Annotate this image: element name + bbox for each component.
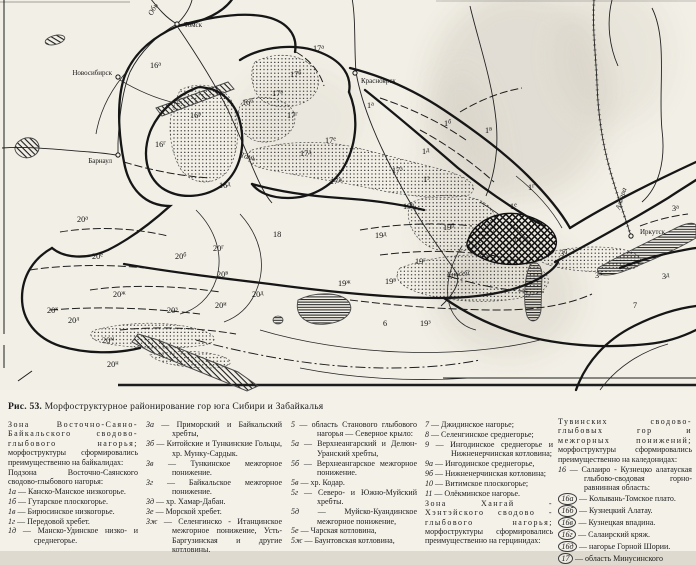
region-label-19д: $19^д$ [375, 230, 387, 240]
legend-zone-name: Зона Восточно-Саяно-Байкальского сводово-глыбового нагорья; [8, 420, 138, 448]
region-label-3д: $3^д$ [662, 271, 670, 281]
legend-column-1 [8, 420, 138, 546]
legend-entry: 16д — нагорье Горной Шории. [558, 541, 692, 552]
region-label-17ж: $17^ж$ [330, 176, 343, 186]
river-label: Ангара [613, 186, 629, 211]
legend-column-3 [291, 420, 417, 546]
region-label-16д: $16^д$ [219, 180, 231, 190]
legend-entry-number: 7 [425, 420, 429, 429]
legend-zone-header [558, 417, 692, 464]
region-label-19в: $19^в$ [385, 276, 397, 286]
region-label-17д: $17^д$ [300, 148, 312, 158]
region-label-1г: $1^г$ [528, 182, 535, 192]
legend-zone-desc: морфоструктуры сформировались преимущественно на герцинидах: [425, 526, 553, 546]
city-label: Томск [184, 21, 203, 29]
region-label-19г: $19^г$ [415, 256, 426, 266]
legend-entry-number: 1д [8, 526, 17, 536]
legend-entry: 3а — Приморский и Байкальский хребты, [146, 420, 282, 439]
legend-entry-number: 9а [425, 459, 433, 469]
legend-entry: 5а — Верхнеангарский и Делюн-Уранский хребты, [291, 439, 417, 458]
legend-entry-number: 5а [291, 439, 299, 449]
legend-entry: 8 — Селенгинское среднегорье; [425, 429, 534, 439]
region-label-19ж: $19^ж$ [338, 278, 351, 288]
city-label: Новосибирск [72, 69, 112, 77]
region-label-20в: $20^в$ [217, 269, 229, 279]
legend-zone-name: Тувинских сводово-глыбовых гор и межгорных понижений; [558, 417, 692, 445]
legend-entry-number: 3в [146, 458, 154, 468]
figure-caption [8, 401, 648, 412]
city-marker [116, 75, 120, 79]
legend-entry-number: 3г [146, 477, 154, 487]
legend-entry: 16а — Колывань-Томское плато. [558, 493, 692, 504]
legend-zone-desc: морфоструктуры сформировались преимущественно на каледонидах: [558, 445, 692, 464]
legend-entry: 5 — область Станового глыбового нагорья — Северное крыло: [291, 420, 417, 439]
legend-entry-number: 3ж [146, 517, 158, 527]
region-label-1з: $1^з$ [423, 174, 430, 184]
legend-entry-number: 9б [425, 469, 434, 479]
legend-entry-number: 16в [558, 517, 576, 528]
legend-entry: 5б — Верхнеангарское межгорное понижение. [291, 458, 417, 478]
legend-entry: 16г — Салаирский кряж. [558, 529, 692, 540]
legend-entry: 16б — Кузнецкий Алатау. [558, 505, 692, 516]
legend-entry: 1б — Гутарское плоскогорье. [8, 496, 108, 506]
region-label-1ж: $1^ж$ [513, 235, 522, 245]
city-marker [116, 153, 120, 157]
legend-entry: 17 — область Минусинского [558, 553, 692, 564]
region-label-2: 2 [479, 250, 484, 259]
city-marker [629, 234, 633, 238]
legend-entry-number: 1г [8, 516, 16, 526]
region-label-20л: $20^л$ [68, 315, 80, 325]
region-label-20и: $20^и$ [215, 300, 227, 310]
legend-entry-number: 5г [291, 487, 299, 497]
region-label-1в: $1^в$ [485, 125, 493, 135]
legend-zone-desc: морфоструктуры сформировались преимущественно на байкалидах: [8, 448, 138, 467]
region-label-16г: $16^г$ [155, 139, 166, 149]
legend-zone-name: Зона Хангай - Хэнтэйского сводово - глыбового нагорья; [425, 498, 553, 527]
region-label-7: 7 [633, 301, 638, 310]
region-label-20б: $20^б$ [175, 251, 187, 261]
legend-entry-number: 16г [558, 529, 576, 540]
city-label: Красноярск [361, 77, 396, 85]
river-label: Енисей [446, 268, 470, 279]
legend-entry-number: 5ж [291, 536, 303, 546]
legend-entry-number: 16а [558, 493, 577, 504]
legend-entry-number: 16 [558, 464, 566, 474]
legend-entry-number: 16д [558, 541, 577, 552]
city-label: Барнаул [88, 157, 112, 165]
legend-entry: 16 — Салаиро - Кузнецко алатауская глыбово-сводовая горно-равнинная область: [558, 464, 692, 493]
region-label-1д: $1^д$ [422, 146, 430, 156]
legend-entry: 1а — Канско-Манское низкогорье. [8, 486, 126, 496]
region-label-17е: $17^е$ [325, 135, 336, 145]
city-marker [353, 71, 357, 75]
legend-entry-number: 3а [146, 420, 154, 429]
region-label-1е: $1^е$ [510, 201, 517, 211]
region-label-20е: $20^е$ [92, 251, 103, 261]
region-label-17г: $17^г$ [287, 110, 298, 120]
legend-entry-number: 5е [291, 526, 299, 536]
figure-number: Рис. 53. [8, 401, 43, 412]
region-label-6: 6 [383, 319, 388, 328]
legend-entry-number: 1а [8, 486, 16, 496]
region-label-3в: $3^в$ [595, 270, 603, 280]
river-label: Обь [145, 1, 160, 17]
legend-entry: 16в — Кузнецкая впадина. [558, 517, 692, 528]
legend-entry-number: 5д [291, 507, 300, 517]
region-label-20д: $20^д$ [252, 289, 264, 299]
region-label-17а: $17^а$ [313, 43, 324, 53]
legend-entry-number: 3д [146, 497, 155, 507]
region-label-18: 18 [273, 230, 282, 239]
legend-entry: 3д — хр. Хамар-Дабан. [146, 497, 226, 507]
region-label-3а: $3^а$ [672, 203, 679, 213]
legend-entry-number: 1б [8, 496, 17, 506]
region-label-16а: $16^а$ [150, 60, 161, 70]
region-label-16в: $16^в$ [190, 110, 202, 120]
legend-entry-number: 5 [291, 420, 295, 429]
region-label-17б: $17^б$ [290, 69, 302, 79]
legend-entry: 7 — Джидинское нагорье; [425, 420, 514, 429]
legend-entry: 5е — Чарская котловина, [291, 526, 377, 536]
region-label-3б: $3^б$ [560, 248, 568, 258]
city-marker [175, 22, 179, 26]
region-label-19з: $19^з$ [420, 318, 431, 328]
region-label-17з: $17^з$ [392, 165, 403, 175]
legend-entry: 10 — Витимское плоскогорье; [425, 478, 529, 488]
legend-entry: 5в — хр. Кодар. [291, 477, 345, 487]
river-label: Томь [239, 150, 257, 163]
legend-entry: 11 — Олёкминское нагорье. [425, 488, 521, 498]
legend-entry-number: 16б [558, 505, 577, 516]
lake-small-20d [273, 316, 283, 324]
region-label-20к: $20^к$ [47, 305, 59, 315]
region-label-20г: $20^г$ [213, 243, 224, 253]
region-label-20н: $20^н$ [107, 359, 119, 369]
legend [0, 417, 696, 563]
region-label-16б: $16^б$ [242, 97, 254, 107]
region-label-20ж: $20^ж$ [113, 289, 126, 299]
region-label-20м: $20^м$ [102, 335, 115, 345]
legend-entry: 3в — Тункинское межгорное понижение. [146, 458, 282, 478]
legend-column-4 [425, 420, 553, 546]
legend-entry-number: 9 [425, 439, 429, 449]
figure-title: Морфоструктурное районирование гор юга Сибири и Забайкалья [42, 401, 324, 412]
region-label-19а: $19^а$ [403, 201, 414, 211]
legend-entry-number: 5в [291, 477, 299, 487]
region-label-1б: $1^б$ [444, 118, 452, 128]
legend-entry: 1г — Передовой хребет. [8, 516, 90, 526]
legend-zone-header [8, 468, 138, 487]
legend-column-2 [146, 420, 282, 555]
legend-entry-number: 8 [425, 429, 429, 439]
legend-entry: 3г — Байкальское межгорное понижение. [146, 477, 282, 497]
legend-entry: 3б — Китойские и Тункинские Гольцы, хр. Мунку-Сардык. [146, 439, 282, 458]
legend-entry: 3е — Морской хребет. [146, 507, 222, 517]
legend-entry-number: 17 [558, 553, 573, 564]
legend-column-5 [558, 417, 692, 565]
legend-entry: 9 — Ингодинское среднегорье и Нижненерчинская котловина; [425, 439, 553, 459]
legend-entry: 9а — Ингодинское среднегорье, [425, 459, 535, 469]
legend-entry: 1д — Манско-Удинское низко- и среднегорье. [8, 526, 138, 545]
region-label-19б: $19^б$ [443, 222, 455, 232]
legend-entry-number: 10 [425, 478, 433, 488]
legend-entry-number: 3е [146, 507, 154, 517]
legend-entry: 3ж — Селенгинско - Итанцинское межгорное понижение, Усть-Баргузинская и другие котловины. [146, 517, 282, 555]
city-label: Иркутск [640, 228, 666, 236]
legend-zone-header [8, 420, 138, 467]
legend-zone-header [425, 499, 553, 546]
legend-entry-number: 5б [291, 458, 300, 468]
legend-entry-number: 1в [8, 506, 16, 516]
legend-entry: 9б — Нижненерчинская котловина; [425, 469, 546, 479]
legend-entry: 5ж — Баунтовская котловина, [291, 536, 395, 546]
region-label-20з: $20^з$ [167, 305, 178, 315]
region-label-17в: $17^в$ [272, 88, 284, 98]
region-label-20а: $20^а$ [77, 214, 88, 224]
legend-entry: 1в — Бирюсинское низкогорье. [8, 506, 115, 516]
legend-entry: 5д — Муйско-Куандинское межгорное понижение, [291, 507, 417, 526]
legend-entry: 5г — Северо- и Южно-Муйский хребты. [291, 487, 417, 507]
legend-entry-number: 3б [146, 439, 155, 449]
region-label-1а: $1^а$ [367, 100, 374, 110]
legend-zone-desc: Подзона Восточно-Саянского сводово-глыбового нагорья: [8, 467, 138, 486]
legend-entry-number: 11 [425, 488, 433, 498]
